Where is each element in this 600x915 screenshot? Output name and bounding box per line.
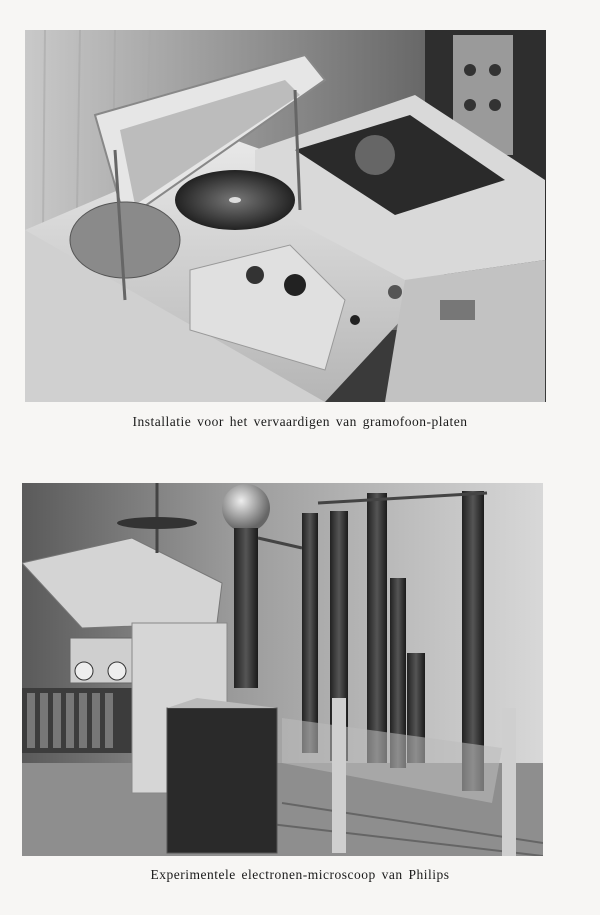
caption-electron-microscope: Experimentele electronen-microscoop van Philips — [150, 867, 450, 882]
record-cutting-illustration — [25, 30, 546, 402]
caption-record-cutting: Installatie voor het vervaardigen van gramofoon-platen — [132, 414, 468, 429]
electron-microscope-illustration — [22, 483, 543, 856]
photo-electron-microscope — [22, 483, 543, 856]
photo-record-cutting-installation — [25, 30, 546, 402]
